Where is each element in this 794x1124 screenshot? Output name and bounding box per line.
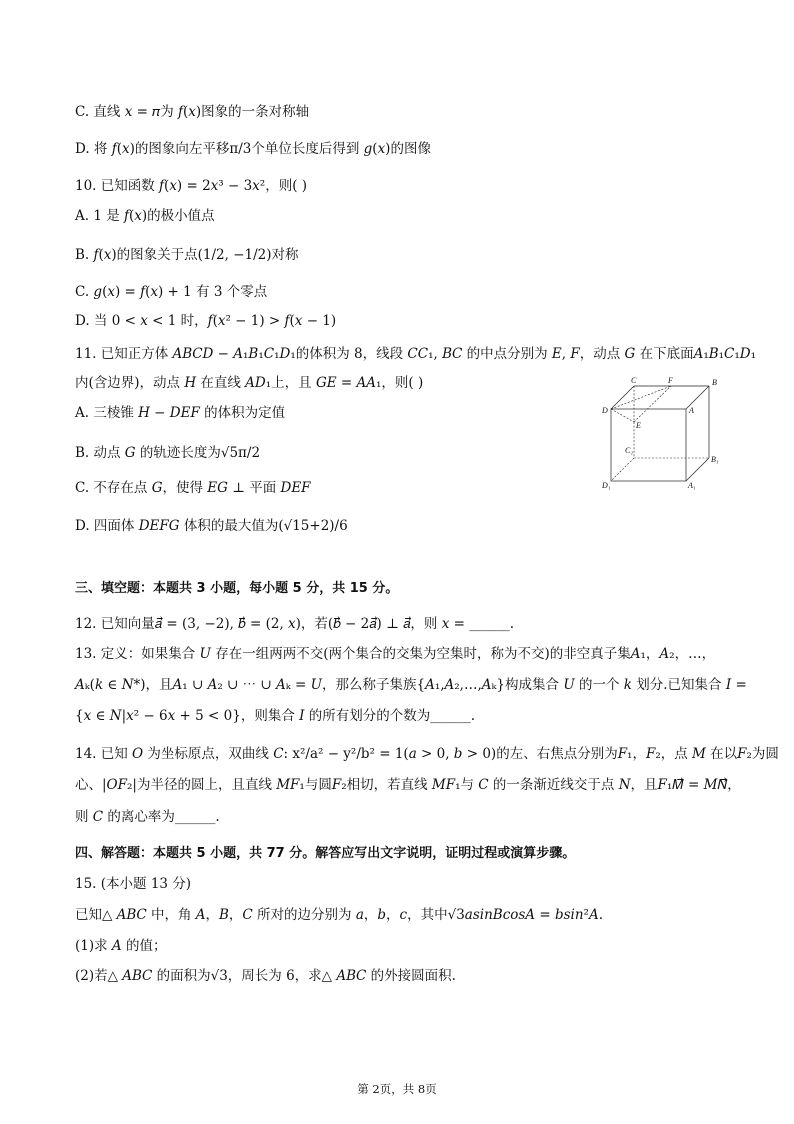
- cube-vertex-label: D₁: [602, 481, 611, 490]
- text-line: 12. 已知向量𝑎⃗ = (3, −2), 𝑏⃗ = (2, 𝑥)，若(𝑏⃗ − 2𝑎⃗) ⊥ 𝑎⃗，则 𝑥 = ______.: [75, 616, 515, 632]
- text-line: 10. 已知函数 𝑓(𝑥) = 2𝑥³ − 3𝑥²，则( ): [75, 178, 308, 194]
- text-line: (1)求 𝐴 的值；: [75, 938, 167, 954]
- section-heading: 三、填空题：本题共 3 小题，每小题 5 分，共 15 分。: [75, 581, 399, 596]
- text-line: A. 三棱锥 𝐻 − 𝐷𝐸𝐹 的体积为定值: [75, 405, 286, 421]
- cube-vertex-label: A: [689, 406, 694, 415]
- page-footer: 第 2页，共 8页: [357, 1082, 437, 1096]
- text-line: B. 𝑓(𝑥)的图象关于点(1/2, −1/2)对称: [75, 247, 299, 263]
- text-line: B. 动点 𝐺 的轨迹长度为√5π/2: [75, 445, 261, 461]
- cube-vertex-label: C: [631, 376, 637, 385]
- text-line: 则 𝐶 的离心率为______.: [75, 809, 220, 825]
- text-line: D. 四面体 𝐷𝐸𝐹𝐺 体积的最大值为(√15+2)/6: [75, 518, 348, 534]
- text-line: C. 𝑔(𝑥) = 𝑓(𝑥) + 1 有 3 个零点: [75, 284, 268, 300]
- text-line: D. 当 0 < 𝑥 < 1 时，𝑓(𝑥² − 1) > 𝑓(𝑥 − 1): [75, 313, 337, 329]
- cube-vertex-label: B: [712, 378, 717, 387]
- section-heading: 四、解答题：本题共 5 小题，共 77 分。解答应写出文字说明，证明过程或演算步骤。: [75, 846, 576, 861]
- text-line: A. 1 是 𝑓(𝑥)的极小值点: [75, 208, 215, 224]
- cube-vertex-label: A₁: [688, 481, 696, 490]
- cube-vertex-label: F: [668, 376, 673, 385]
- cube-vertex-label: E: [636, 421, 641, 430]
- text-line: 14. 已知 𝑂 为坐标原点，双曲线 𝐶: x²/a² − y²/b² = 1(𝑎 > 0, 𝑏 > 0)的左、右焦点分别为𝐹₁，𝐹₂，点 𝑀 在以𝐹₂为圆: [75, 746, 779, 762]
- text-line: C. 不存在点 𝐺，使得 𝐸𝐺 ⊥ 平面 𝐷𝐸𝐹: [75, 480, 311, 496]
- text-line: 内(含边界)，动点 𝐻 在直线 𝐴𝐷₁上，且 𝐺𝐸 = 𝐴𝐴₁，则( ): [75, 375, 424, 391]
- text-line: 已知△ 𝐴𝐵𝐶 中，角 𝐴，𝐵，𝐶 所对的边分别为 𝑎，𝑏，𝑐，其中√3𝑎𝑠𝑖𝑛𝐵𝑐𝑜𝑠𝐴 = 𝑏𝑠𝑖𝑛²𝐴.: [75, 907, 603, 923]
- text-line: 心、|𝑂𝐹₂|为半径的圆上，且直线 𝑀𝐹₁与圆𝐹₂相切，若直线 𝑀𝐹₁与 𝐶 的一条渐近线交于点 𝑁，且𝐹₁𝑀⃗ = 𝑀𝑁⃗，: [75, 777, 741, 793]
- text-line: (2)若△ 𝐴𝐵𝐶 的面积为√3，周长为 6，求△ 𝐴𝐵𝐶 的外接圆面积.: [75, 968, 456, 984]
- cube-figure: [598, 376, 730, 494]
- text-line: C. 直线 𝑥 = 𝜋为 𝑓(𝑥)图象的一条对称轴: [75, 104, 310, 120]
- cube-vertex-label: B₁: [711, 455, 719, 464]
- cube-vertex-label: C₁: [625, 446, 634, 455]
- text-line: 𝐴ₖ(𝑘 ∈ 𝑁*)，且𝐴₁ ∪ 𝐴₂ ∪ ⋯ ∪ 𝐴ₖ = 𝑈，那么称子集族{𝐴₁,𝐴₂,…,𝐴ₖ}构成集合 𝑈 的一个 𝑘 划分.已知集合 𝐼 =: [75, 677, 747, 693]
- text-line: {𝑥 ∈ 𝑁|𝑥² − 6𝑥 + 5 < 0}，则集合 𝐼 的所有划分的个数为______.: [75, 708, 476, 724]
- text-line: D. 将 𝑓(𝑥)的图象向左平移π/3个单位长度后得到 𝑔(𝑥)的图像: [75, 141, 431, 157]
- text-line: 13. 定义：如果集合 𝑈 存在一组两两不交(两个集合的交集为空集时，称为不交)的非空真子集𝐴₁，𝐴₂，…，: [75, 646, 716, 662]
- cube-vertex-label: D: [602, 406, 608, 415]
- text-line: 11. 已知正方体 𝐴𝐵𝐶𝐷 − 𝐴₁𝐵₁𝐶₁𝐷₁的体积为 8，线段 𝐶𝐶₁, 𝐵𝐶 的中点分别为 𝐸, 𝐹，动点 𝐺 在下底面𝐴₁𝐵₁𝐶₁𝐷₁: [75, 346, 757, 362]
- text-line: 15. (本小题 13 分): [75, 876, 192, 892]
